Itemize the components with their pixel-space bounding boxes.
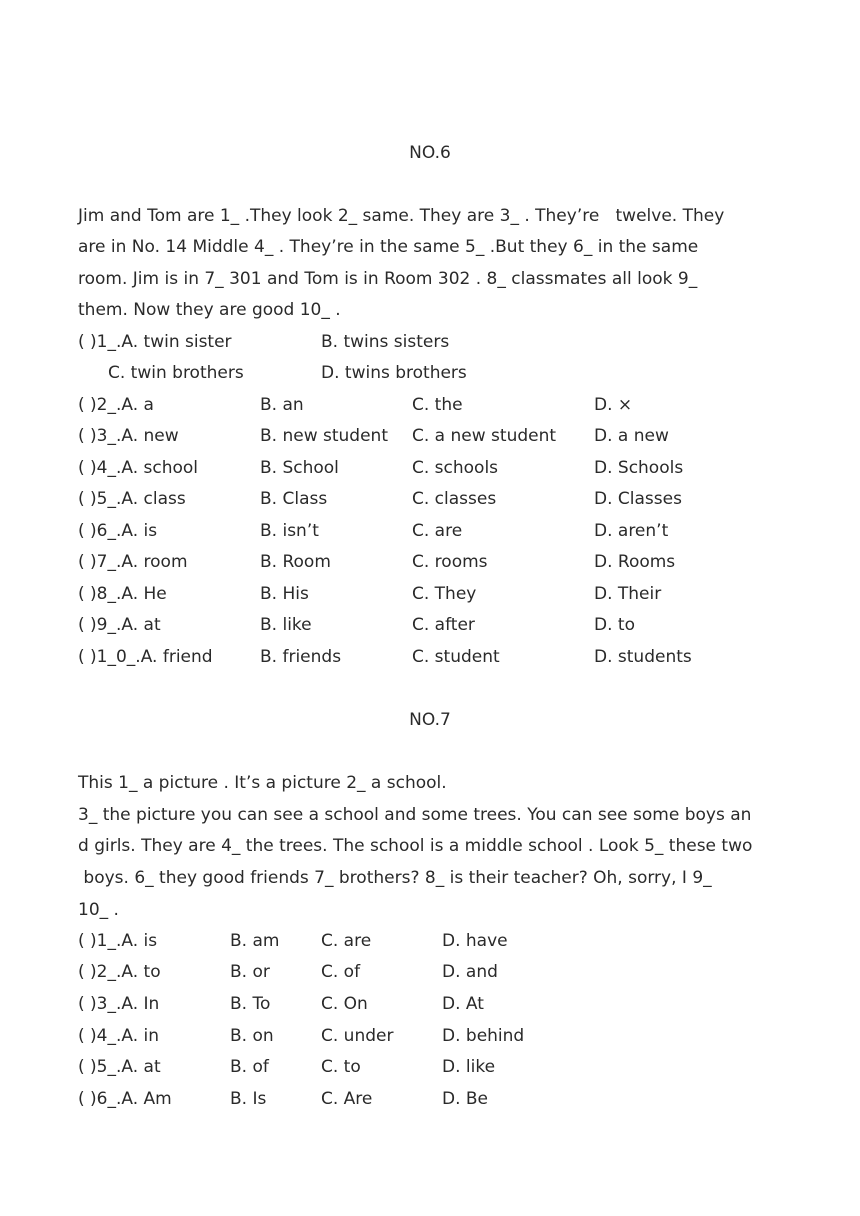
question-option-b: B. an (260, 395, 304, 415)
question-option-d: D. a new (594, 426, 669, 446)
passage-line: 3_ the picture you can see a school and some trees. You can see some boys an (78, 805, 752, 825)
question-option-c: C. after (412, 615, 475, 635)
question-option-d: D. Schools (594, 458, 684, 478)
question-option-a: ( )1_.A. twin sister (78, 332, 232, 352)
question-option-d: D. behind (442, 1026, 525, 1046)
question-option-a: ( )5_.A. at (78, 1057, 161, 1077)
passage-line: Jim and Tom are 1_ .They look 2_ same. They are 3_ . They’re twelve. They (78, 206, 725, 226)
passage-line: This 1_ a picture . It’s a picture 2_ a school. (78, 773, 447, 793)
question-option-c: C. They (412, 584, 477, 604)
question-option-d: D. Their (594, 584, 662, 604)
question-option-d: D. twins brothers (321, 363, 467, 383)
question-option-c: C. are (321, 931, 372, 951)
question-option-d: D. to (594, 615, 635, 635)
question-option-c: C. under (321, 1026, 394, 1046)
question-option-d: D. students (594, 647, 692, 667)
question-option-c: C. classes (412, 489, 497, 509)
question-option-b: B. Is (230, 1089, 267, 1109)
question-option-a: ( )2_.A. a (78, 395, 154, 415)
question-option-c: C. are (412, 521, 463, 541)
question-option-b: B. Room (260, 552, 331, 572)
question-option-b: B. am (230, 931, 280, 951)
question-option-b: B. friends (260, 647, 342, 667)
question-option-c: C. Are (321, 1089, 373, 1109)
question-option-c: C. of (321, 962, 361, 982)
question-option-d: D. At (442, 994, 484, 1014)
question-option-b: B. Class (260, 489, 328, 509)
question-option-a: ( )3_.A. In (78, 994, 160, 1014)
question-option-d: D. × (594, 395, 633, 415)
question-option-a: ( )4_.A. in (78, 1026, 160, 1046)
question-option-a: ( )1_0_.A. friend (78, 647, 213, 667)
question-option-a: ( )9_.A. at (78, 615, 161, 635)
section-heading-no7: NO.7 (409, 710, 451, 730)
question-option-b: B. isn’t (260, 521, 319, 541)
passage-line: boys. 6_ they good friends 7_ brothers? 8_ is their teacher? Oh, sorry, I 9_ (78, 868, 712, 888)
question-option-c: C. rooms (412, 552, 488, 572)
question-option-c: C. On (321, 994, 368, 1014)
question-option-d: D. Be (442, 1089, 489, 1109)
question-option-a: ( )2_.A. to (78, 962, 161, 982)
question-option-a: ( )8_.A. He (78, 584, 167, 604)
question-option-a: ( )3_.A. new (78, 426, 179, 446)
question-option-a: ( )1_.A. is (78, 931, 158, 951)
question-option-b: B. or (230, 962, 270, 982)
question-option-a: ( )6_.A. is (78, 521, 158, 541)
question-option-c: C. schools (412, 458, 499, 478)
question-option-c: C. student (412, 647, 500, 667)
question-option-b: B. like (260, 615, 312, 635)
question-option-b: B. of (230, 1057, 269, 1077)
question-option-c: C. the (412, 395, 463, 415)
question-option-d: D. Classes (594, 489, 682, 509)
question-option-c: C. to (321, 1057, 361, 1077)
question-option-d: D. have (442, 931, 508, 951)
section-heading-no6: NO.6 (409, 143, 451, 163)
question-option-d: D. Rooms (594, 552, 676, 572)
question-option-a: ( )6_.A. Am (78, 1089, 172, 1109)
question-option-d: D. like (442, 1057, 496, 1077)
passage-line: 10_ . (78, 900, 119, 920)
question-option-b: B. new student (260, 426, 388, 446)
question-option-d: D. and (442, 962, 498, 982)
passage-line: d girls. They are 4_ the trees. The school is a middle school . Look 5_ these two (78, 836, 753, 856)
question-option-d: D. aren’t (594, 521, 669, 541)
question-option-c: C. a new student (412, 426, 557, 446)
question-option-b: B. twins sisters (321, 332, 450, 352)
question-option-a: ( )7_.A. room (78, 552, 188, 572)
question-option-b: B. To (230, 994, 271, 1014)
question-option-a: ( )5_.A. class (78, 489, 186, 509)
question-option-c: C. twin brothers (108, 363, 244, 383)
question-option-b: B. School (260, 458, 339, 478)
passage-line: room. Jim is in 7_ 301 and Tom is in Room 302 . 8_ classmates all look 9_ (78, 269, 698, 289)
passage-line: them. Now they are good 10_ . (78, 300, 341, 320)
question-option-a: ( )4_.A. school (78, 458, 199, 478)
passage-line: are in No. 14 Middle 4_ . They’re in the same 5_ .But they 6_ in the same (78, 237, 699, 257)
question-option-b: B. His (260, 584, 309, 604)
question-option-b: B. on (230, 1026, 274, 1046)
